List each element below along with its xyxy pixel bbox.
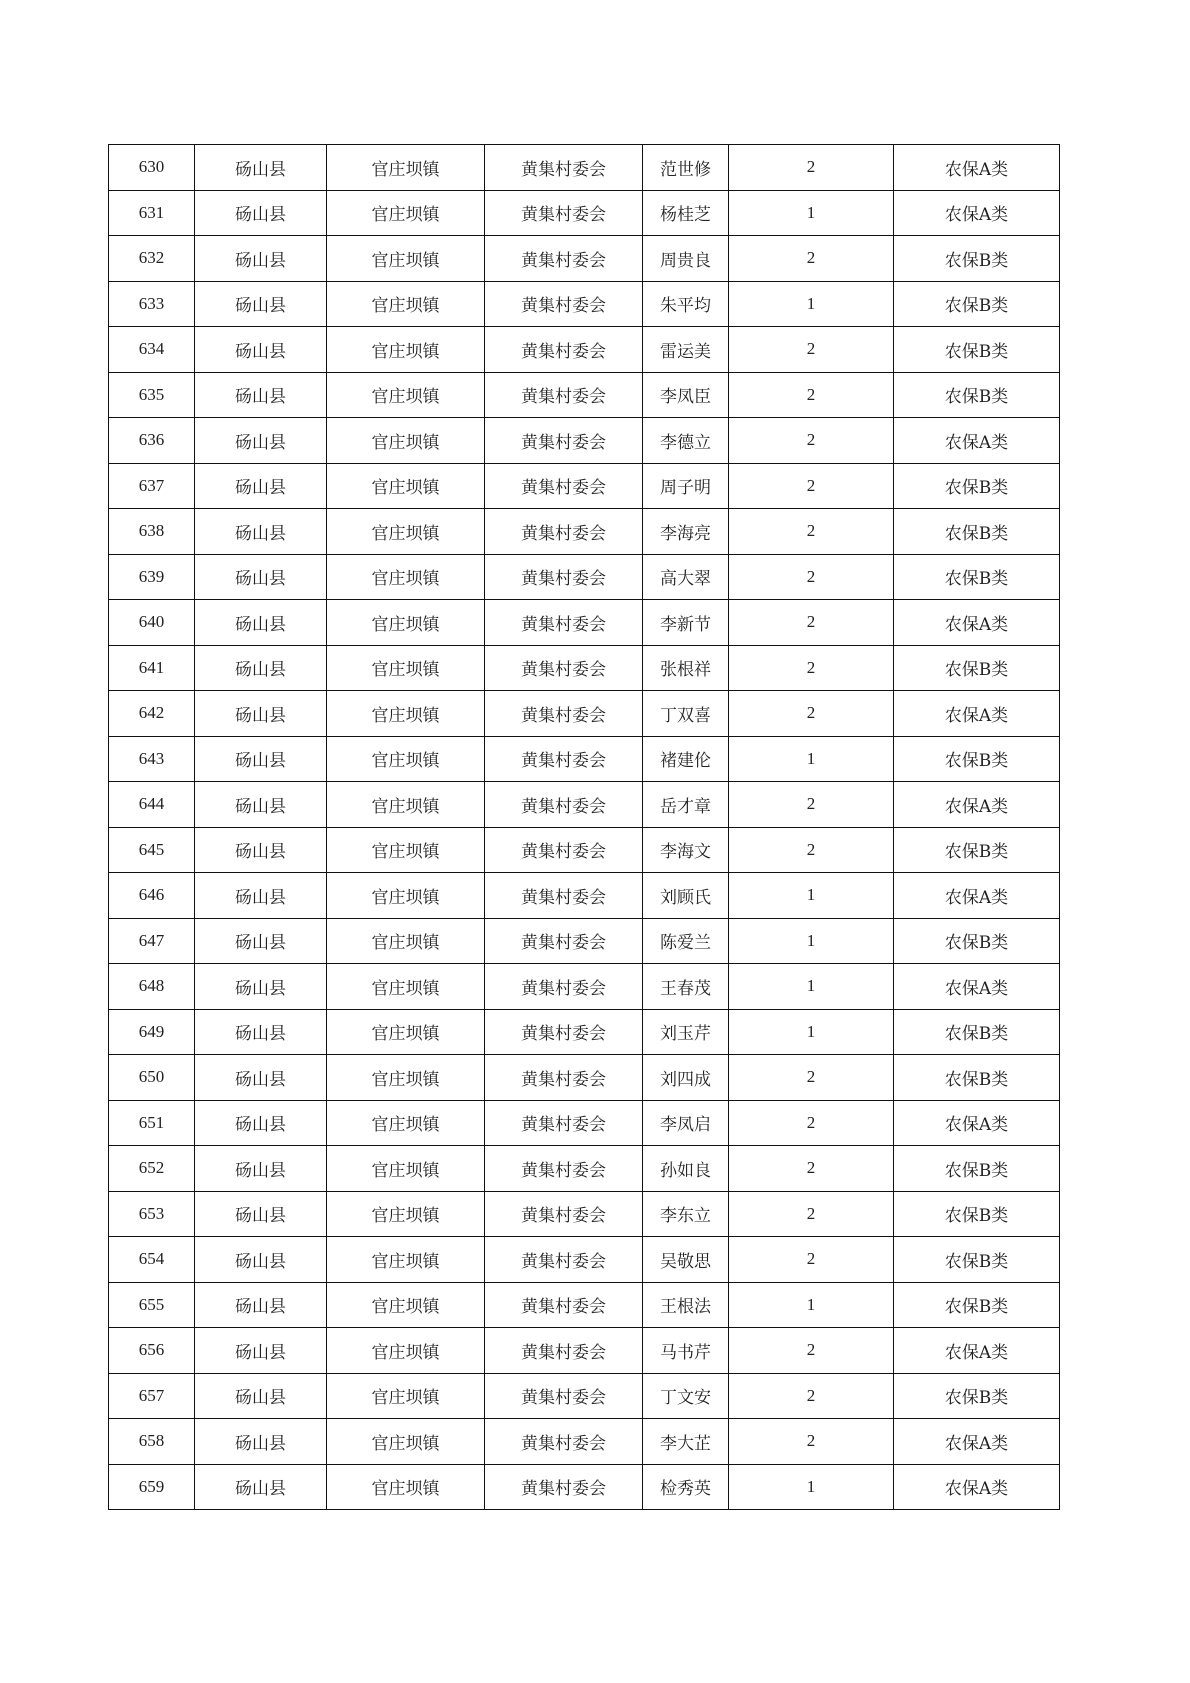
village-committee-cell: 黄集村委会 <box>485 509 643 555</box>
sequence-number-cell: 636 <box>109 418 195 464</box>
insurance-category-cell: 农保A类 <box>894 691 1060 737</box>
sequence-number-cell: 651 <box>109 1100 195 1146</box>
insurance-category-cell: 农保A类 <box>894 145 1060 191</box>
sequence-number-cell: 650 <box>109 1055 195 1101</box>
village-committee-cell: 黄集村委会 <box>485 1191 643 1237</box>
insurance-category-cell: 农保B类 <box>894 827 1060 873</box>
count-cell: 2 <box>729 691 894 737</box>
village-committee-cell: 黄集村委会 <box>485 372 643 418</box>
table-row <box>109 918 1060 964</box>
village-committee-cell: 黄集村委会 <box>485 1055 643 1101</box>
count-cell: 2 <box>729 236 894 282</box>
village-committee-cell: 黄集村委会 <box>485 145 643 191</box>
table-row <box>109 1282 1060 1328</box>
person-name-cell: 李东立 <box>643 1191 729 1237</box>
table-row <box>109 736 1060 782</box>
count-cell: 2 <box>729 1328 894 1374</box>
person-name-cell: 褚建伦 <box>643 736 729 782</box>
town-cell: 官庄坝镇 <box>327 190 485 236</box>
town-cell: 官庄坝镇 <box>327 1419 485 1465</box>
count-cell: 2 <box>729 1237 894 1283</box>
table-row <box>109 964 1060 1010</box>
town-cell: 官庄坝镇 <box>327 1055 485 1101</box>
table-row <box>109 827 1060 873</box>
town-cell: 官庄坝镇 <box>327 1191 485 1237</box>
count-cell: 1 <box>729 1464 894 1510</box>
sequence-number-cell: 631 <box>109 190 195 236</box>
insurance-category-cell: 农保B类 <box>894 1055 1060 1101</box>
count-cell: 2 <box>729 1419 894 1465</box>
sequence-number-cell: 647 <box>109 918 195 964</box>
town-cell: 官庄坝镇 <box>327 281 485 327</box>
person-name-cell: 刘四成 <box>643 1055 729 1101</box>
person-name-cell: 王根法 <box>643 1282 729 1328</box>
count-cell: 1 <box>729 873 894 919</box>
sequence-number-cell: 654 <box>109 1237 195 1283</box>
count-cell: 1 <box>729 1009 894 1055</box>
sequence-number-cell: 656 <box>109 1328 195 1374</box>
insurance-category-cell: 农保B类 <box>894 1009 1060 1055</box>
village-committee-cell: 黄集村委会 <box>485 964 643 1010</box>
sequence-number-cell: 648 <box>109 964 195 1010</box>
table-row <box>109 1328 1060 1374</box>
table-row <box>109 145 1060 191</box>
sequence-number-cell: 638 <box>109 509 195 555</box>
person-name-cell: 王春茂 <box>643 964 729 1010</box>
county-cell: 砀山县 <box>195 1419 327 1465</box>
person-name-cell: 周贵良 <box>643 236 729 282</box>
count-cell: 2 <box>729 372 894 418</box>
county-cell: 砀山县 <box>195 736 327 782</box>
insurance-category-cell: 农保A类 <box>894 1419 1060 1465</box>
county-cell: 砀山县 <box>195 964 327 1010</box>
insurance-category-cell: 农保B类 <box>894 736 1060 782</box>
county-cell: 砀山县 <box>195 918 327 964</box>
insurance-category-cell: 农保B类 <box>894 327 1060 373</box>
person-name-cell: 李新节 <box>643 600 729 646</box>
count-cell: 1 <box>729 918 894 964</box>
person-name-cell: 吴敬思 <box>643 1237 729 1283</box>
insurance-category-cell: 农保A类 <box>894 1464 1060 1510</box>
table-row <box>109 463 1060 509</box>
insurance-category-cell: 农保B类 <box>894 918 1060 964</box>
county-cell: 砀山县 <box>195 554 327 600</box>
sequence-number-cell: 632 <box>109 236 195 282</box>
town-cell: 官庄坝镇 <box>327 873 485 919</box>
sequence-number-cell: 637 <box>109 463 195 509</box>
table-row <box>109 1009 1060 1055</box>
county-cell: 砀山县 <box>195 1191 327 1237</box>
count-cell: 1 <box>729 964 894 1010</box>
person-name-cell: 丁文安 <box>643 1373 729 1419</box>
person-name-cell: 丁双喜 <box>643 691 729 737</box>
sequence-number-cell: 655 <box>109 1282 195 1328</box>
county-cell: 砀山县 <box>195 372 327 418</box>
town-cell: 官庄坝镇 <box>327 145 485 191</box>
village-committee-cell: 黄集村委会 <box>485 281 643 327</box>
county-cell: 砀山县 <box>195 1146 327 1192</box>
county-cell: 砀山县 <box>195 645 327 691</box>
county-cell: 砀山县 <box>195 1282 327 1328</box>
town-cell: 官庄坝镇 <box>327 509 485 555</box>
count-cell: 2 <box>729 418 894 464</box>
table-row <box>109 691 1060 737</box>
person-name-cell: 周子明 <box>643 463 729 509</box>
county-cell: 砀山县 <box>195 1464 327 1510</box>
village-committee-cell: 黄集村委会 <box>485 190 643 236</box>
count-cell: 2 <box>729 1191 894 1237</box>
person-name-cell: 高大翠 <box>643 554 729 600</box>
sequence-number-cell: 642 <box>109 691 195 737</box>
table-row <box>109 1464 1060 1510</box>
insurance-category-cell: 农保A类 <box>894 873 1060 919</box>
sequence-number-cell: 634 <box>109 327 195 373</box>
count-cell: 1 <box>729 281 894 327</box>
town-cell: 官庄坝镇 <box>327 782 485 828</box>
insurance-category-cell: 农保B类 <box>894 1237 1060 1283</box>
table-row <box>109 418 1060 464</box>
person-name-cell: 马书芹 <box>643 1328 729 1374</box>
town-cell: 官庄坝镇 <box>327 1009 485 1055</box>
insurance-category-cell: 农保A类 <box>894 782 1060 828</box>
county-cell: 砀山县 <box>195 1237 327 1283</box>
town-cell: 官庄坝镇 <box>327 1146 485 1192</box>
village-committee-cell: 黄集村委会 <box>485 918 643 964</box>
insurance-category-cell: 农保A类 <box>894 1100 1060 1146</box>
table-row <box>109 1100 1060 1146</box>
insurance-category-cell: 农保B类 <box>894 554 1060 600</box>
village-committee-cell: 黄集村委会 <box>485 1328 643 1374</box>
county-cell: 砀山县 <box>195 1328 327 1374</box>
person-name-cell: 朱平均 <box>643 281 729 327</box>
insurance-category-cell: 农保B类 <box>894 281 1060 327</box>
count-cell: 2 <box>729 1146 894 1192</box>
count-cell: 1 <box>729 1282 894 1328</box>
person-name-cell: 检秀英 <box>643 1464 729 1510</box>
sequence-number-cell: 639 <box>109 554 195 600</box>
table-row <box>109 236 1060 282</box>
village-committee-cell: 黄集村委会 <box>485 236 643 282</box>
table-row <box>109 190 1060 236</box>
town-cell: 官庄坝镇 <box>327 1464 485 1510</box>
county-cell: 砀山县 <box>195 509 327 555</box>
town-cell: 官庄坝镇 <box>327 1100 485 1146</box>
village-committee-cell: 黄集村委会 <box>485 1146 643 1192</box>
village-committee-cell: 黄集村委会 <box>485 418 643 464</box>
table-row <box>109 372 1060 418</box>
sequence-number-cell: 649 <box>109 1009 195 1055</box>
sequence-number-cell: 658 <box>109 1419 195 1465</box>
person-name-cell: 李大芷 <box>643 1419 729 1465</box>
count-cell: 2 <box>729 1100 894 1146</box>
insurance-category-cell: 农保B类 <box>894 236 1060 282</box>
village-committee-cell: 黄集村委会 <box>485 691 643 737</box>
town-cell: 官庄坝镇 <box>327 645 485 691</box>
village-committee-cell: 黄集村委会 <box>485 1464 643 1510</box>
table-row <box>109 1419 1060 1465</box>
sequence-number-cell: 644 <box>109 782 195 828</box>
count-cell: 2 <box>729 1373 894 1419</box>
count-cell: 2 <box>729 509 894 555</box>
person-name-cell: 李凤启 <box>643 1100 729 1146</box>
town-cell: 官庄坝镇 <box>327 327 485 373</box>
count-cell: 2 <box>729 145 894 191</box>
table-row <box>109 873 1060 919</box>
town-cell: 官庄坝镇 <box>327 918 485 964</box>
person-name-cell: 李海亮 <box>643 509 729 555</box>
person-name-cell: 雷运美 <box>643 327 729 373</box>
count-cell: 2 <box>729 827 894 873</box>
village-committee-cell: 黄集村委会 <box>485 782 643 828</box>
person-name-cell: 孙如良 <box>643 1146 729 1192</box>
county-cell: 砀山县 <box>195 281 327 327</box>
county-cell: 砀山县 <box>195 1055 327 1101</box>
town-cell: 官庄坝镇 <box>327 600 485 646</box>
table-row <box>109 1237 1060 1283</box>
sequence-number-cell: 652 <box>109 1146 195 1192</box>
insurance-category-cell: 农保B类 <box>894 645 1060 691</box>
village-committee-cell: 黄集村委会 <box>485 327 643 373</box>
table-row <box>109 600 1060 646</box>
town-cell: 官庄坝镇 <box>327 418 485 464</box>
town-cell: 官庄坝镇 <box>327 827 485 873</box>
count-cell: 2 <box>729 463 894 509</box>
table-row <box>109 281 1060 327</box>
table-row <box>109 645 1060 691</box>
table-row <box>109 1373 1060 1419</box>
town-cell: 官庄坝镇 <box>327 691 485 737</box>
village-committee-cell: 黄集村委会 <box>485 1282 643 1328</box>
roster-table <box>108 144 1060 1510</box>
village-committee-cell: 黄集村委会 <box>485 1237 643 1283</box>
sequence-number-cell: 659 <box>109 1464 195 1510</box>
person-name-cell: 刘顾氏 <box>643 873 729 919</box>
county-cell: 砀山县 <box>195 145 327 191</box>
insurance-category-cell: 农保A类 <box>894 600 1060 646</box>
sequence-number-cell: 646 <box>109 873 195 919</box>
count-cell: 2 <box>729 645 894 691</box>
insurance-category-cell: 农保B类 <box>894 463 1060 509</box>
person-name-cell: 陈爱兰 <box>643 918 729 964</box>
roster-table-body <box>109 145 1060 1510</box>
table-row <box>109 554 1060 600</box>
count-cell: 2 <box>729 554 894 600</box>
town-cell: 官庄坝镇 <box>327 372 485 418</box>
county-cell: 砀山县 <box>195 1100 327 1146</box>
table-row <box>109 327 1060 373</box>
village-committee-cell: 黄集村委会 <box>485 1419 643 1465</box>
county-cell: 砀山县 <box>195 691 327 737</box>
county-cell: 砀山县 <box>195 327 327 373</box>
count-cell: 1 <box>729 190 894 236</box>
insurance-category-cell: 农保B类 <box>894 372 1060 418</box>
sequence-number-cell: 633 <box>109 281 195 327</box>
person-name-cell: 李海文 <box>643 827 729 873</box>
county-cell: 砀山县 <box>195 190 327 236</box>
insurance-category-cell: 农保A类 <box>894 964 1060 1010</box>
county-cell: 砀山县 <box>195 1009 327 1055</box>
sequence-number-cell: 653 <box>109 1191 195 1237</box>
village-committee-cell: 黄集村委会 <box>485 736 643 782</box>
insurance-category-cell: 农保A类 <box>894 418 1060 464</box>
table-row <box>109 509 1060 555</box>
sequence-number-cell: 641 <box>109 645 195 691</box>
town-cell: 官庄坝镇 <box>327 1373 485 1419</box>
village-committee-cell: 黄集村委会 <box>485 554 643 600</box>
sequence-number-cell: 640 <box>109 600 195 646</box>
count-cell: 2 <box>729 600 894 646</box>
person-name-cell: 李德立 <box>643 418 729 464</box>
insurance-category-cell: 农保B类 <box>894 1191 1060 1237</box>
county-cell: 砀山县 <box>195 236 327 282</box>
village-committee-cell: 黄集村委会 <box>485 873 643 919</box>
count-cell: 2 <box>729 782 894 828</box>
town-cell: 官庄坝镇 <box>327 554 485 600</box>
person-name-cell: 岳才章 <box>643 782 729 828</box>
county-cell: 砀山县 <box>195 463 327 509</box>
insurance-category-cell: 农保B类 <box>894 509 1060 555</box>
insurance-category-cell: 农保A类 <box>894 190 1060 236</box>
count-cell: 2 <box>729 1055 894 1101</box>
county-cell: 砀山县 <box>195 873 327 919</box>
count-cell: 2 <box>729 327 894 373</box>
village-committee-cell: 黄集村委会 <box>485 1009 643 1055</box>
person-name-cell: 杨桂芝 <box>643 190 729 236</box>
person-name-cell: 范世修 <box>643 145 729 191</box>
town-cell: 官庄坝镇 <box>327 236 485 282</box>
person-name-cell: 张根祥 <box>643 645 729 691</box>
village-committee-cell: 黄集村委会 <box>485 1373 643 1419</box>
town-cell: 官庄坝镇 <box>327 1237 485 1283</box>
sequence-number-cell: 657 <box>109 1373 195 1419</box>
count-cell: 1 <box>729 736 894 782</box>
village-committee-cell: 黄集村委会 <box>485 1100 643 1146</box>
insurance-category-cell: 农保B类 <box>894 1146 1060 1192</box>
county-cell: 砀山县 <box>195 782 327 828</box>
sequence-number-cell: 635 <box>109 372 195 418</box>
insurance-category-cell: 农保B类 <box>894 1282 1060 1328</box>
county-cell: 砀山县 <box>195 418 327 464</box>
town-cell: 官庄坝镇 <box>327 964 485 1010</box>
table-row <box>109 1191 1060 1237</box>
county-cell: 砀山县 <box>195 827 327 873</box>
town-cell: 官庄坝镇 <box>327 1328 485 1374</box>
sequence-number-cell: 643 <box>109 736 195 782</box>
county-cell: 砀山县 <box>195 600 327 646</box>
village-committee-cell: 黄集村委会 <box>485 600 643 646</box>
person-name-cell: 李凤臣 <box>643 372 729 418</box>
sequence-number-cell: 630 <box>109 145 195 191</box>
sequence-number-cell: 645 <box>109 827 195 873</box>
town-cell: 官庄坝镇 <box>327 463 485 509</box>
village-committee-cell: 黄集村委会 <box>485 463 643 509</box>
county-cell: 砀山县 <box>195 1373 327 1419</box>
insurance-category-cell: 农保A类 <box>894 1328 1060 1374</box>
insurance-category-cell: 农保B类 <box>894 1373 1060 1419</box>
person-name-cell: 刘玉芹 <box>643 1009 729 1055</box>
village-committee-cell: 黄集村委会 <box>485 827 643 873</box>
table-row <box>109 782 1060 828</box>
town-cell: 官庄坝镇 <box>327 736 485 782</box>
table-row <box>109 1055 1060 1101</box>
town-cell: 官庄坝镇 <box>327 1282 485 1328</box>
village-committee-cell: 黄集村委会 <box>485 645 643 691</box>
table-row <box>109 1146 1060 1192</box>
